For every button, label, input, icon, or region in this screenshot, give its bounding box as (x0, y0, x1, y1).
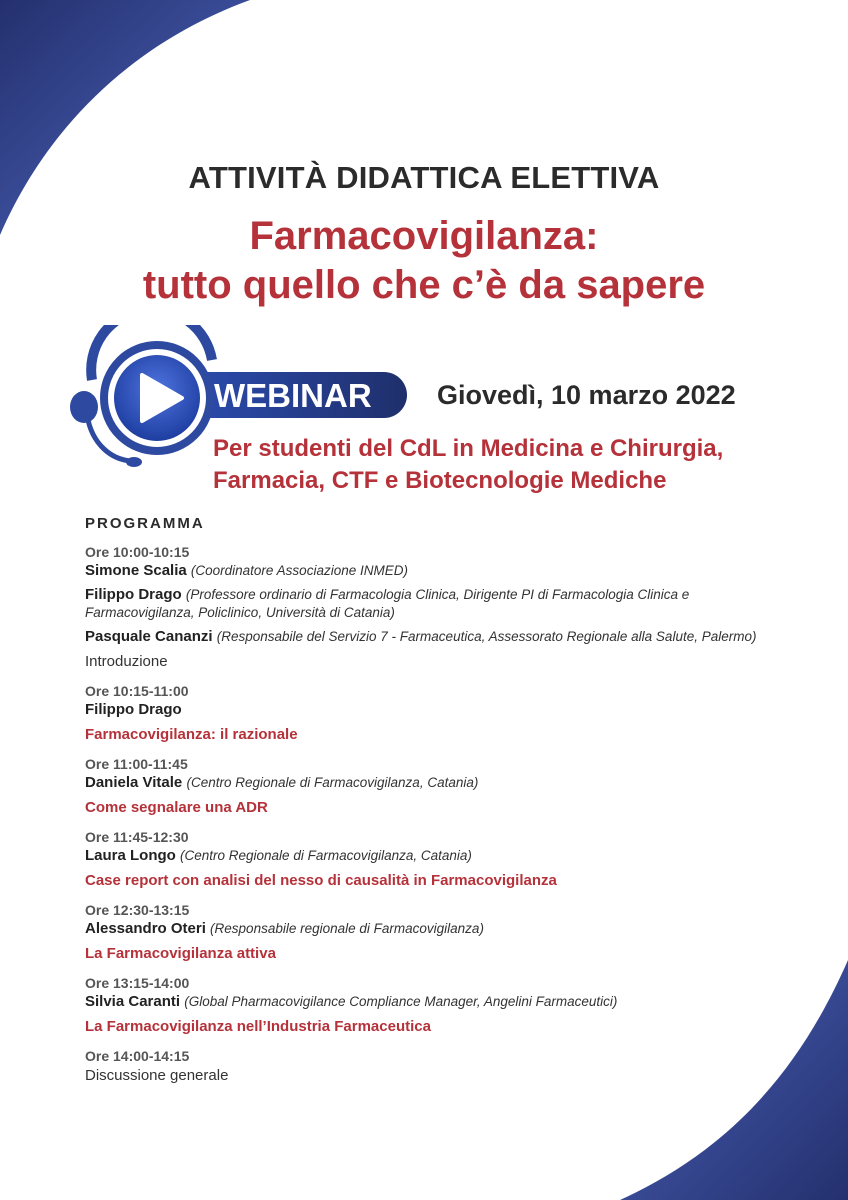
session-time: Ore 12:30-13:15 (85, 902, 190, 918)
headline-line-1: Farmacovigilanza: (249, 214, 599, 258)
session-time: Ore 14:00-14:15 (85, 1048, 190, 1064)
target-audience (213, 433, 723, 497)
program-session (85, 542, 785, 672)
speaker-name: Filippo Drago (85, 586, 182, 603)
session-topic: Case report con analisi del nesso di causalità in Farmacovigilanza (85, 872, 557, 889)
audience-line-2: Farmacia, CTF e Biotecnologie Mediche (213, 467, 667, 494)
speaker-entry (85, 586, 785, 622)
program-session (85, 900, 785, 964)
event-date: Giovedì, 10 marzo 2022 (437, 380, 736, 410)
speaker-entry (85, 701, 785, 719)
speaker-name: Silvia Caranti (85, 993, 181, 1010)
event-headline (0, 212, 848, 310)
speaker-entry (85, 562, 785, 580)
session-note: Introduzione (85, 653, 168, 670)
session-topic: La Farmacovigilanza nell’Industria Farmaceutica (85, 1018, 431, 1035)
program-session (85, 827, 785, 891)
speaker-role: (Coordinatore Associazione INMED) (190, 563, 408, 578)
speaker-role: (Centro Regionale di Farmacovigilanza, Catania) (180, 848, 472, 863)
speaker-name: Daniela Vitale (85, 774, 183, 791)
speaker-role: (Responsabile regionale di Farmacovigilanza) (210, 921, 484, 936)
speaker-name: Alessandro Oteri (85, 920, 206, 937)
program-session (85, 1046, 785, 1086)
session-topic: Farmacovigilanza: il razionale (85, 726, 298, 743)
speaker-name: Pasquale Cananzi (85, 628, 213, 645)
session-topic: La Farmacovigilanza attiva (85, 945, 276, 962)
program-session (85, 973, 785, 1037)
headline-line-2: tutto quello che c’è da sapere (142, 263, 706, 307)
session-time: Ore 13:15-14:00 (85, 975, 190, 991)
session-time: Ore 11:00-11:45 (85, 756, 188, 772)
session-time: Ore 10:00-10:15 (85, 544, 190, 560)
webinar-badge-label: WEBINAR (214, 377, 372, 414)
speaker-entry (85, 920, 785, 938)
event-type-title: ATTIVITÀ DIDATTICA ELETTIVA (188, 160, 660, 195)
speaker-role: (Responsabile del Servizio 7 - Farmaceutica, Assessorato Regionale alla Salute, Palermo) (216, 629, 757, 644)
program-session (85, 681, 785, 745)
speaker-name: Laura Longo (85, 847, 176, 864)
program-session (85, 754, 785, 818)
program-list (85, 542, 785, 1095)
speaker-role: (Global Pharmacovigilance Compliance Manager, Angelini Farmaceutici) (184, 994, 618, 1009)
session-note: Discussione generale (85, 1067, 229, 1084)
speaker-role: (Professore ordinario di Farmacologia Clinica, Dirigente PI di Farmacologia Clinica e Farmacovigilanza, Policlinico, Università di Catania) (85, 587, 690, 620)
speaker-entry (85, 847, 785, 865)
program-heading: PROGRAMMA (85, 515, 205, 532)
speaker-name: Simone Scalia (85, 562, 187, 579)
speaker-name: Filippo Drago (85, 701, 182, 718)
session-time: Ore 10:15-11:00 (85, 683, 189, 699)
audience-line-1: Per studenti del CdL in Medicina e Chirurgia, (213, 435, 724, 462)
session-topic: Come segnalare una ADR (85, 799, 268, 816)
speaker-entry (85, 774, 785, 792)
headset-earpiece-icon (70, 391, 98, 423)
speaker-entry (85, 628, 785, 646)
session-time: Ore 11:45-12:30 (85, 829, 189, 845)
speaker-role: (Centro Regionale di Farmacovigilanza, Catania) (186, 775, 479, 790)
speaker-entry (85, 993, 785, 1011)
